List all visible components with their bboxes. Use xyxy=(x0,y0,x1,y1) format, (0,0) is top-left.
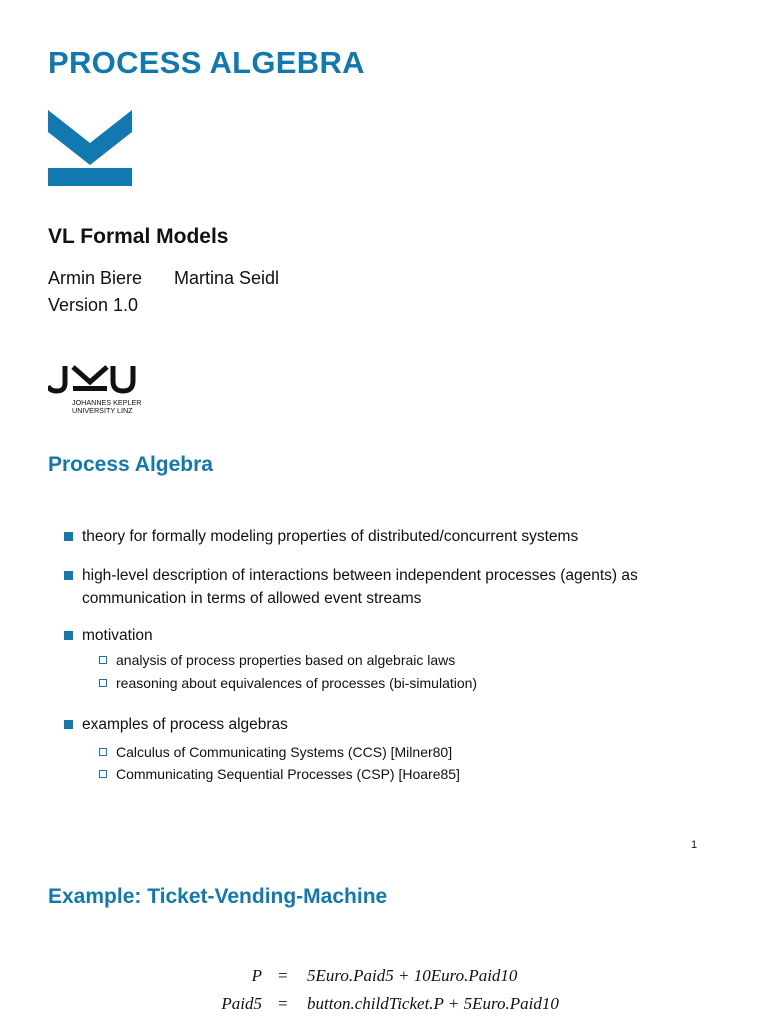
document-title: PROCESS ALGEBRA xyxy=(48,45,365,80)
equation-equals: = xyxy=(278,994,288,1013)
section-heading: Example: Ticket-Vending-Machine xyxy=(48,885,388,908)
jku-logo-line1: JOHANNES KEPLER xyxy=(72,398,142,407)
sub-bullet-marker xyxy=(99,679,107,687)
jku-logo xyxy=(48,363,158,417)
bullet-text: theory for formally modeling properties of distributed/concurrent systems xyxy=(82,528,579,545)
sub-bullet-text: Calculus of Communicating Systems (CCS) [Milner80] xyxy=(116,744,453,760)
sub-bullet-text: Communicating Sequential Processes (CSP) [Hoare85] xyxy=(116,766,460,782)
bullet-text: high-level description of interactions between independent processes (agents) as communication in terms of allowed event streams xyxy=(82,567,638,607)
page-number: 1 xyxy=(691,839,698,851)
author-name: Martina Seidl xyxy=(174,268,280,288)
bullet-marker xyxy=(64,532,73,541)
sub-bullet-marker xyxy=(99,770,107,778)
bullet-text: examples of process algebras xyxy=(82,716,288,733)
author-name: Armin Biere xyxy=(48,268,143,288)
k-logo xyxy=(48,110,132,186)
sub-bullet-marker xyxy=(99,748,107,756)
bullet-marker xyxy=(64,571,73,580)
version-label: Version 1.0 xyxy=(48,295,139,315)
bullet-marker xyxy=(64,720,73,729)
sub-bullet-marker xyxy=(99,656,107,664)
course-title: VL Formal Models xyxy=(48,225,229,248)
sub-bullet-text: analysis of process properties based on algebraic laws xyxy=(116,652,456,668)
equation-equals: = xyxy=(278,966,288,985)
equation-lhs: Paid5 xyxy=(221,994,262,1013)
bullet-text: motivation xyxy=(82,627,153,644)
section-heading: Process Algebra xyxy=(48,453,213,476)
equation-rhs: 5Euro.Paid5 + 10Euro.Paid10 xyxy=(307,966,518,985)
equation-rhs: button.childTicket.P + 5Euro.Paid10 xyxy=(307,994,559,1013)
equation-lhs: P xyxy=(251,966,262,985)
jku-logo-line2: UNIVERSITY LINZ xyxy=(72,406,133,415)
sub-bullet-text: reasoning about equivalences of processes (bi-simulation) xyxy=(116,675,478,691)
bullet-marker xyxy=(64,631,73,640)
